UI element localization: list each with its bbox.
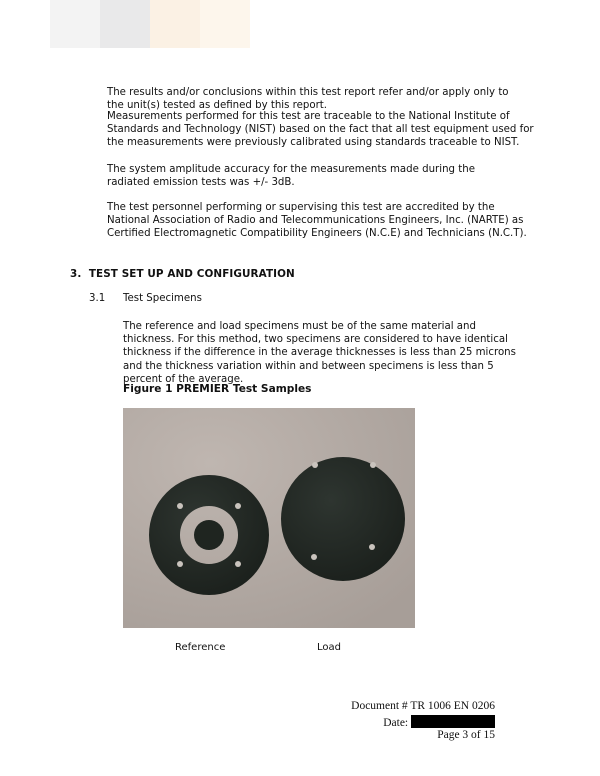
results-disclaimer-paragraph: The results and/or conclusions within this test report refer and/or apply only to the unit(s) tested as defined by this report. — [107, 87, 509, 112]
footer-date-label: Date: — [383, 717, 409, 729]
test-samples-photo — [123, 408, 415, 628]
caption-reference: Reference — [175, 642, 226, 653]
footer-document-number: Document # TR 1006 EN 0206 — [351, 700, 495, 712]
reference-center-disk — [194, 520, 224, 550]
section-3-heading — [70, 268, 295, 280]
footer-date — [383, 715, 495, 729]
figure-1-title: Figure 1 PREMIER Test Samples — [123, 383, 312, 395]
section-number: 3. — [70, 268, 82, 280]
subsection-3-1-title: Test Specimens — [123, 293, 202, 304]
redacted-date-box — [411, 715, 495, 728]
header-swatch-1 — [50, 0, 100, 48]
subsection-3-1-number: 3.1 — [89, 293, 106, 304]
load-disk — [281, 457, 405, 581]
footer-page-number: Page 3 of 15 — [437, 729, 495, 741]
section-title: TEST SET UP AND CONFIGURATION — [88, 268, 295, 280]
caption-load: Load — [317, 642, 341, 653]
header-color-band — [50, 0, 250, 48]
header-swatch-4 — [200, 0, 250, 48]
header-swatch-2 — [100, 0, 150, 48]
amplitude-accuracy-paragraph: The system amplitude accuracy for the measurements made during the radiated emission tests was +/- 3dB. — [107, 164, 475, 189]
nist-traceability-paragraph: Measurements performed for this test are traceable to the National Institute of Standards and Technology (NIST) based on the fact that all test equipment used for the measurements were previously calibrated using standards traceable to NIST. — [107, 111, 534, 149]
personnel-accreditation-paragraph: The test personnel performing or supervising this test are accredited by the National Association of Radio and Telecommunications Engineers, Inc. (NARTE) as Certified Electromagnetic Compatibility Engineers (N.C.E) and Technicians (N.C.T). — [107, 202, 527, 240]
test-specimens-paragraph: The reference and load specimens must be of the same material and thickness. For this method, two specimens are considered to have identical thickness if the difference in the average thicknesses is less than 25 microns and the thickness variation within and between specimens is less than 5 percent of the average. — [123, 321, 516, 385]
header-swatch-3 — [150, 0, 200, 48]
